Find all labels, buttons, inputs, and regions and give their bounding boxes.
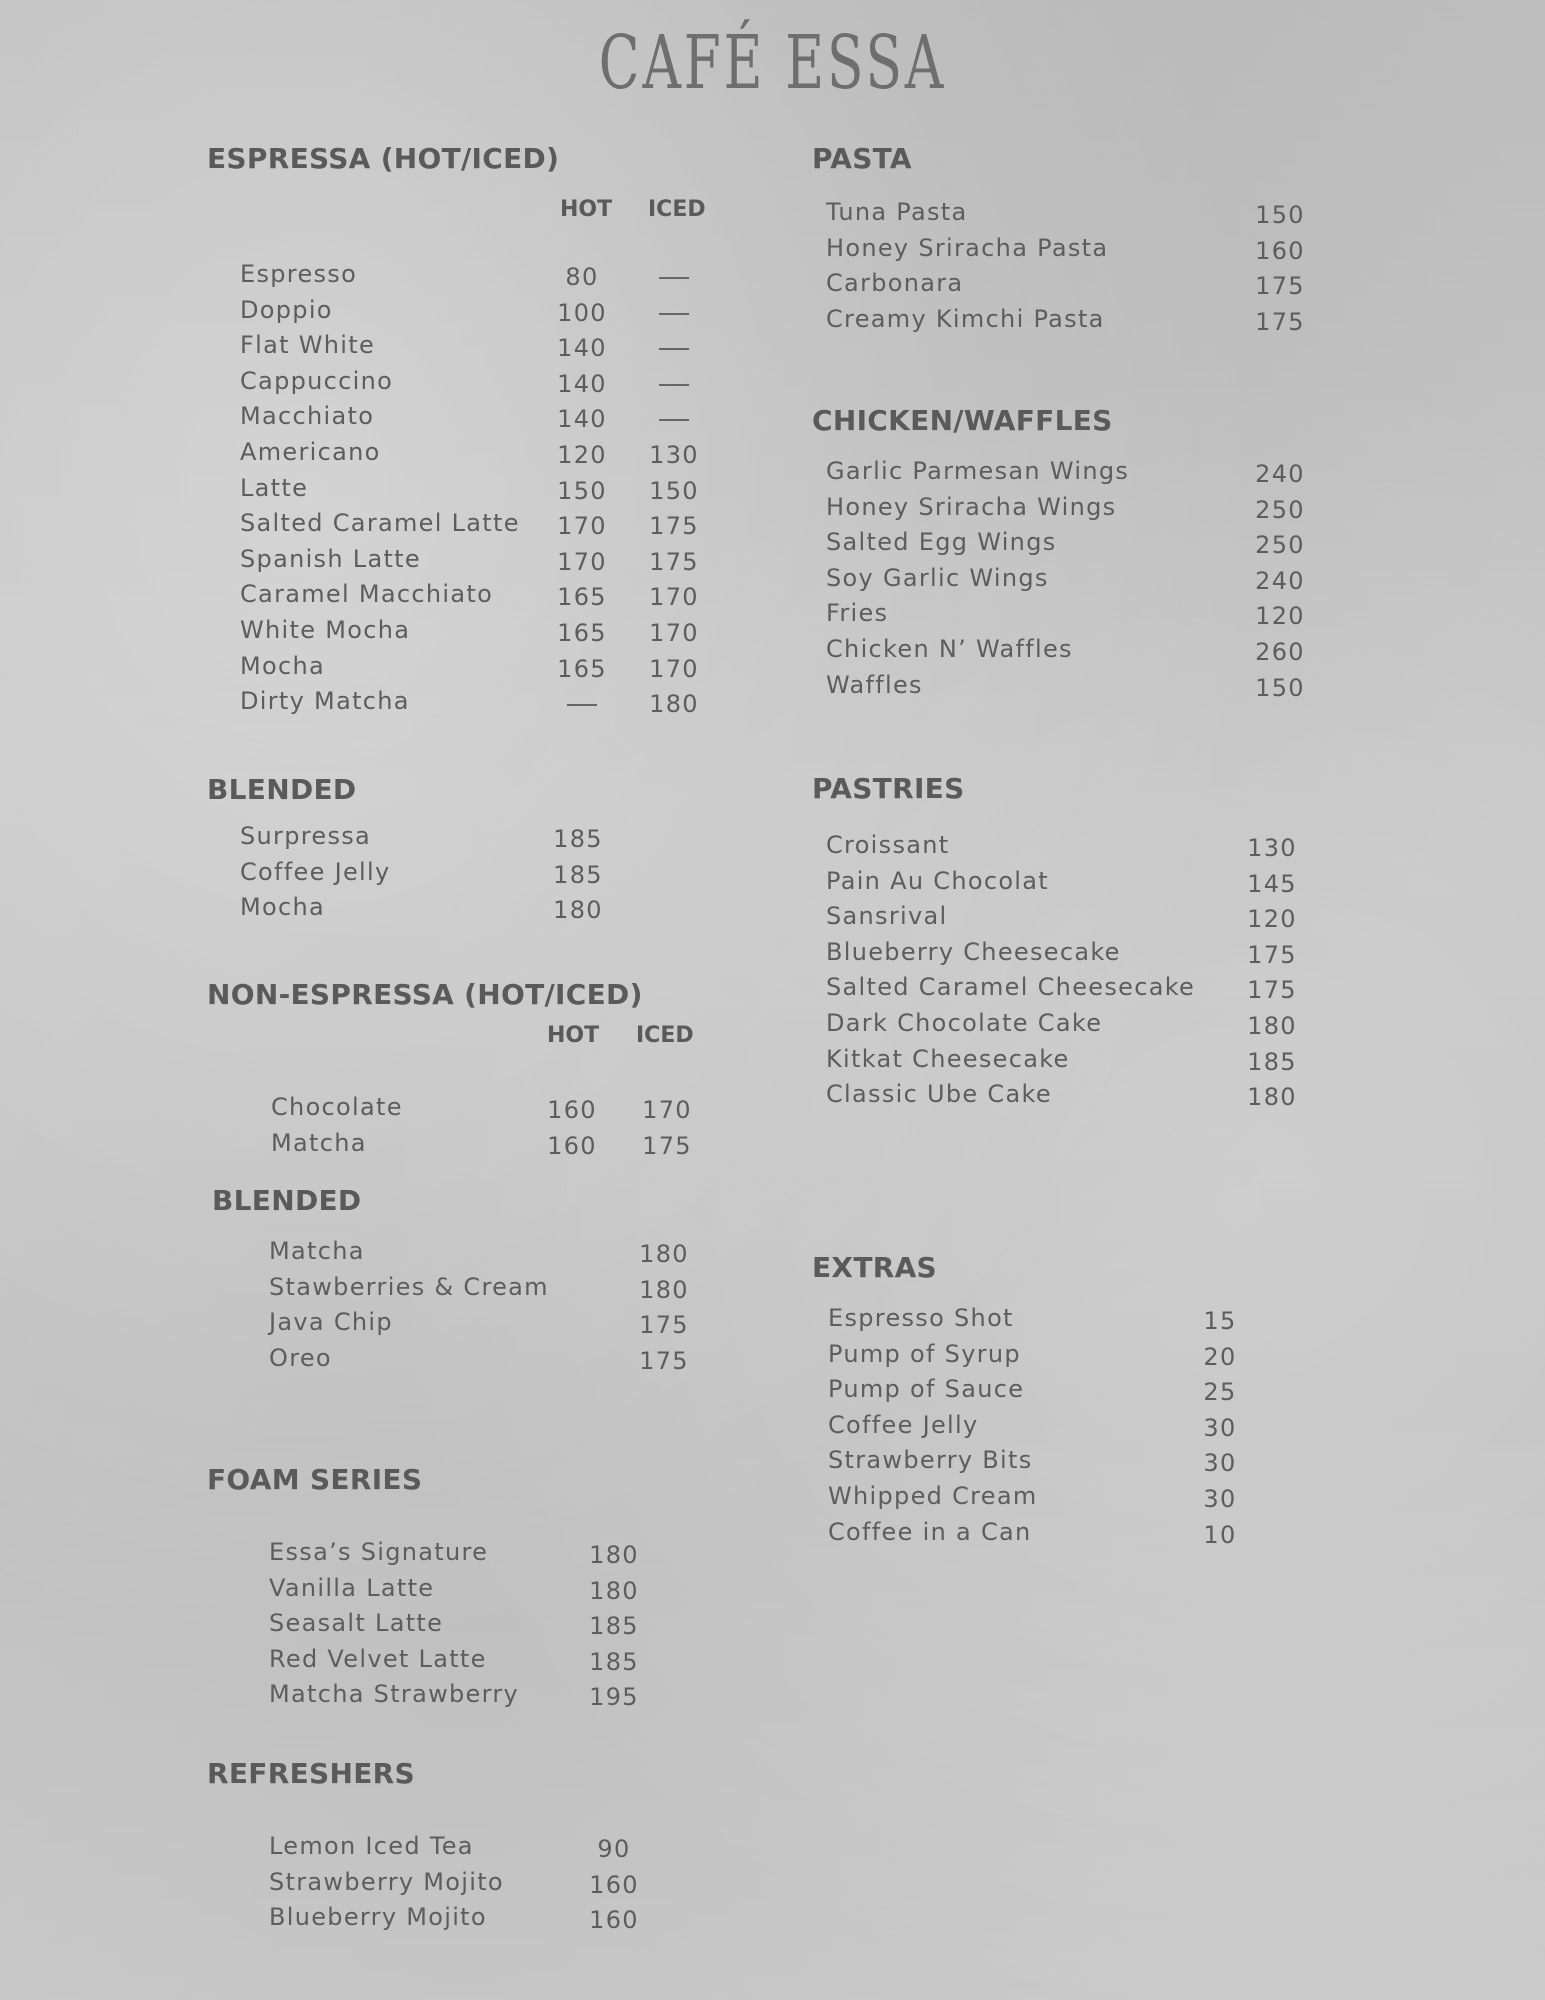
menu-item xyxy=(207,1574,727,1610)
price: 185 xyxy=(589,1612,639,1641)
price: 195 xyxy=(589,1683,639,1712)
menu-item-name: Dirty Matcha xyxy=(240,687,410,716)
price-iced: 180 xyxy=(649,690,699,719)
menu-item xyxy=(812,1482,1352,1518)
price: 180 xyxy=(589,1541,639,1569)
price: 20 xyxy=(1203,1342,1237,1371)
menu-item-name: Java Chip xyxy=(269,1308,393,1337)
menu-item xyxy=(812,831,1352,867)
menu-item-name: Waffles xyxy=(826,670,923,699)
menu-item-name: Whipped Cream xyxy=(828,1481,1038,1510)
menu-item-name: Salted Caramel Cheesecake xyxy=(826,973,1196,1002)
menu-item xyxy=(812,599,1352,635)
price: 175 xyxy=(1247,940,1297,969)
price: 250 xyxy=(1255,531,1305,560)
menu-item-name: Creamy Kimchi Pasta xyxy=(826,304,1105,333)
menu-item xyxy=(207,474,727,510)
section-refreshers xyxy=(207,1757,727,1939)
price-hot: 80 xyxy=(565,263,599,291)
menu-item xyxy=(812,938,1352,974)
not-available-dash xyxy=(644,370,704,398)
column-headers xyxy=(207,197,727,223)
section-heading: NON-ESPRESSA (HOT/ICED) xyxy=(207,978,643,1011)
price-hot: 170 xyxy=(557,547,607,576)
menu-item-name: Coffee in a Can xyxy=(828,1517,1032,1546)
menu-item-name: Matcha xyxy=(271,1128,367,1157)
price: 130 xyxy=(1247,834,1297,862)
menu-item xyxy=(812,1045,1352,1081)
price: 250 xyxy=(1255,495,1305,524)
menu-item-name: Salted Caramel Latte xyxy=(240,509,520,538)
price: 90 xyxy=(597,1835,631,1863)
price-iced: 175 xyxy=(649,547,699,576)
col-hot-label: HOT xyxy=(560,197,613,222)
price-hot: 120 xyxy=(557,440,607,469)
price: 150 xyxy=(1255,673,1305,702)
menu-item-name: Spanish Latte xyxy=(240,544,421,573)
price: 180 xyxy=(1247,1011,1297,1040)
price: 120 xyxy=(1247,905,1297,934)
item-list xyxy=(207,1093,727,1164)
section-blended-non-espressa xyxy=(212,1184,732,1379)
section-blended-espressa xyxy=(207,773,727,929)
menu-item-name: White Mocha xyxy=(240,615,411,644)
menu-item xyxy=(812,198,1352,234)
not-available-dash xyxy=(644,334,704,362)
menu-item xyxy=(207,367,727,403)
section-heading: ESPRESSA (HOT/ICED) xyxy=(207,142,560,175)
menu-item xyxy=(812,528,1352,564)
menu-item-name: Mocha xyxy=(240,893,326,922)
price: 185 xyxy=(553,825,603,853)
price: 145 xyxy=(1247,869,1297,898)
menu-item-name: Red Velvet Latte xyxy=(269,1644,487,1673)
item-list xyxy=(812,831,1352,1116)
dash-mark xyxy=(659,348,689,350)
menu-item xyxy=(207,509,727,545)
section-heading: PASTRIES xyxy=(812,772,965,805)
price-hot: 165 xyxy=(557,618,607,647)
dash-mark xyxy=(659,384,689,386)
menu-item xyxy=(207,260,727,296)
menu-item xyxy=(207,1538,727,1574)
menu-item xyxy=(812,564,1352,600)
section-heading: CHICKEN/WAFFLES xyxy=(812,404,1113,437)
menu-item-name: Pump of Syrup xyxy=(828,1339,1021,1368)
menu-item xyxy=(207,296,727,332)
menu-item xyxy=(207,858,727,894)
menu-item xyxy=(207,1093,727,1129)
section-heading: PASTA xyxy=(812,142,912,175)
item-list xyxy=(207,1538,727,1716)
price-hot: 160 xyxy=(547,1096,597,1124)
menu-item xyxy=(812,1080,1352,1116)
section-pasta xyxy=(812,142,1352,340)
price: 30 xyxy=(1203,1449,1237,1478)
item-list xyxy=(207,1832,727,1939)
menu-item xyxy=(207,822,727,858)
price: 185 xyxy=(589,1647,639,1676)
menu-item-name: Strawberry Bits xyxy=(828,1446,1033,1475)
price-hot: 150 xyxy=(557,476,607,505)
menu-item xyxy=(812,1340,1352,1376)
menu-item xyxy=(812,1375,1352,1411)
item-list xyxy=(812,198,1352,340)
section-foam-series xyxy=(207,1463,727,1716)
price-iced: 170 xyxy=(642,1096,692,1124)
menu-item-name: Tuna Pasta xyxy=(826,198,968,226)
menu-item-name: Classic Ube Cake xyxy=(826,1080,1052,1109)
price: 180 xyxy=(553,896,603,925)
menu-item xyxy=(207,893,727,929)
menu-item-name: Garlic Parmesan Wings xyxy=(826,457,1130,485)
price-hot: 140 xyxy=(557,334,607,363)
menu-item-name: Sansrival xyxy=(826,902,948,931)
price: 180 xyxy=(639,1275,689,1304)
menu-item xyxy=(212,1273,732,1309)
menu-item xyxy=(212,1344,732,1380)
price: 25 xyxy=(1203,1378,1237,1407)
dash-mark xyxy=(659,419,689,421)
price: 160 xyxy=(589,1906,639,1935)
price-hot: 100 xyxy=(557,298,607,327)
menu-item-name: Americano xyxy=(240,437,381,466)
menu-item-name: Croissant xyxy=(826,831,950,859)
menu-item xyxy=(812,1518,1352,1554)
menu-item-name: Vanilla Latte xyxy=(269,1573,435,1602)
price: 175 xyxy=(1255,307,1305,336)
menu-item xyxy=(207,580,727,616)
menu-item xyxy=(812,635,1352,671)
menu-item-name: Blueberry Mojito xyxy=(269,1903,487,1932)
menu-item-name: Oreo xyxy=(269,1343,332,1372)
price: 175 xyxy=(639,1311,689,1340)
section-non-espressa xyxy=(207,978,727,1164)
not-available-dash xyxy=(644,299,704,327)
menu-item xyxy=(207,331,727,367)
item-list xyxy=(812,457,1352,706)
menu-item-name: Honey Sriracha Wings xyxy=(826,492,1117,521)
price: 30 xyxy=(1203,1413,1237,1442)
section-pastries xyxy=(812,772,1352,1116)
price-hot: 140 xyxy=(557,369,607,398)
menu-item xyxy=(207,687,727,723)
price: 185 xyxy=(553,860,603,889)
price-iced: 150 xyxy=(649,476,699,505)
menu-item xyxy=(207,1680,727,1716)
menu-item-name: Coffee Jelly xyxy=(828,1410,979,1439)
price-iced: 170 xyxy=(649,583,699,612)
price: 180 xyxy=(589,1576,639,1605)
item-list xyxy=(207,822,727,929)
not-available-dash xyxy=(644,263,704,291)
menu-item-name: Dark Chocolate Cake xyxy=(826,1008,1103,1037)
item-list xyxy=(812,1304,1352,1553)
col-iced-label: ICED xyxy=(636,1023,694,1048)
item-list xyxy=(207,260,727,723)
menu-item xyxy=(207,616,727,652)
col-iced-label: ICED xyxy=(648,197,706,222)
menu-item-name: Strawberry Mojito xyxy=(269,1867,504,1896)
col-hot-label: HOT xyxy=(547,1023,600,1048)
not-available-dash xyxy=(552,690,612,718)
price: 240 xyxy=(1255,566,1305,595)
menu-item xyxy=(207,545,727,581)
item-list xyxy=(212,1237,732,1379)
price: 150 xyxy=(1255,201,1305,229)
price: 175 xyxy=(1255,272,1305,301)
menu-item xyxy=(812,305,1352,341)
menu-item-name: Doppio xyxy=(240,295,333,324)
menu-item-name: Soy Garlic Wings xyxy=(826,563,1049,592)
menu-item xyxy=(207,1832,727,1868)
menu-item xyxy=(812,1411,1352,1447)
price-iced: 175 xyxy=(649,512,699,541)
price: 185 xyxy=(1247,1047,1297,1076)
price: 175 xyxy=(1247,976,1297,1005)
menu-item-name: Salted Egg Wings xyxy=(826,528,1057,557)
menu-item-name: Cappuccino xyxy=(240,366,394,395)
dash-mark xyxy=(659,313,689,315)
menu-item-name: Pump of Sauce xyxy=(828,1375,1025,1404)
menu-item xyxy=(812,1446,1352,1482)
price: 240 xyxy=(1255,460,1305,488)
not-available-dash xyxy=(644,405,704,433)
menu-item-name: Fries xyxy=(826,599,889,628)
menu-item xyxy=(812,867,1352,903)
section-espressa xyxy=(207,142,727,723)
menu-item xyxy=(812,234,1352,270)
menu-item xyxy=(212,1308,732,1344)
menu-item xyxy=(207,1129,727,1165)
price: 260 xyxy=(1255,637,1305,666)
menu-item xyxy=(812,493,1352,529)
menu-item-name: Essa’s Signature xyxy=(269,1538,489,1566)
price: 180 xyxy=(1247,1083,1297,1112)
menu-item-name: Lemon Iced Tea xyxy=(269,1832,474,1860)
price-iced: 175 xyxy=(642,1131,692,1160)
price-iced: 130 xyxy=(649,440,699,469)
menu-item xyxy=(212,1237,732,1273)
menu-item-name: Chocolate xyxy=(271,1093,403,1121)
section-heading: BLENDED xyxy=(207,773,357,806)
price-hot: 140 xyxy=(557,405,607,434)
menu-item-name: Espresso Shot xyxy=(828,1304,1014,1332)
menu-item-name: Matcha xyxy=(269,1237,365,1265)
menu-item-name: Flat White xyxy=(240,331,376,360)
menu-item xyxy=(812,1009,1352,1045)
menu-item-name: Seasalt Latte xyxy=(269,1609,444,1638)
menu-item xyxy=(812,973,1352,1009)
price-iced: 170 xyxy=(649,618,699,647)
price: 15 xyxy=(1203,1307,1237,1335)
menu-item-name: Coffee Jelly xyxy=(240,857,391,886)
menu-item xyxy=(207,1868,727,1904)
price-hot: 170 xyxy=(557,512,607,541)
price: 30 xyxy=(1203,1484,1237,1513)
menu-item xyxy=(812,902,1352,938)
menu-item-name: Carbonara xyxy=(826,269,964,298)
section-heading: EXTRAS xyxy=(812,1251,938,1284)
price: 160 xyxy=(589,1870,639,1899)
menu-item-name: Macchiato xyxy=(240,402,375,431)
menu-item-name: Pain Au Chocolat xyxy=(826,866,1049,895)
dash-mark xyxy=(567,704,597,706)
price-hot: 160 xyxy=(547,1131,597,1160)
section-chicken-waffles xyxy=(812,404,1352,706)
section-heading: REFRESHERS xyxy=(207,1757,415,1790)
dash-mark xyxy=(659,277,689,279)
price: 175 xyxy=(639,1346,689,1375)
menu-item xyxy=(207,1903,727,1939)
menu-item xyxy=(207,652,727,688)
menu-item xyxy=(207,1609,727,1645)
price: 180 xyxy=(639,1240,689,1268)
menu-item-name: Mocha xyxy=(240,651,326,680)
section-heading: FOAM SERIES xyxy=(207,1463,423,1496)
menu-item xyxy=(207,402,727,438)
menu-item-name: Surpressa xyxy=(240,822,372,850)
menu-item xyxy=(207,1645,727,1681)
menu-item-name: Espresso xyxy=(240,260,358,288)
price-hot: 165 xyxy=(557,583,607,612)
menu-item xyxy=(812,1304,1352,1340)
menu-item-name: Latte xyxy=(240,473,309,502)
menu-item xyxy=(812,457,1352,493)
menu-item xyxy=(812,269,1352,305)
menu-item-name: Kitkat Cheesecake xyxy=(826,1044,1070,1073)
price: 120 xyxy=(1255,602,1305,631)
menu-item-name: Stawberries & Cream xyxy=(269,1272,549,1301)
section-extras xyxy=(812,1251,1352,1553)
cafe-title: CAFÉ ESSA xyxy=(598,20,947,106)
menu-item-name: Caramel Macchiato xyxy=(240,580,494,609)
column-headers xyxy=(207,1023,727,1049)
section-heading: BLENDED xyxy=(212,1184,362,1217)
price-iced: 170 xyxy=(649,654,699,683)
menu-item xyxy=(207,438,727,474)
menu-item-name: Blueberry Cheesecake xyxy=(826,937,1121,966)
menu-item-name: Matcha Strawberry xyxy=(269,1680,520,1709)
price: 160 xyxy=(1255,236,1305,265)
menu-item-name: Chicken N’ Waffles xyxy=(826,634,1073,663)
price: 10 xyxy=(1203,1520,1237,1549)
menu-item xyxy=(812,671,1352,707)
price-hot: 165 xyxy=(557,654,607,683)
menu-item-name: Honey Sriracha Pasta xyxy=(826,233,1109,262)
